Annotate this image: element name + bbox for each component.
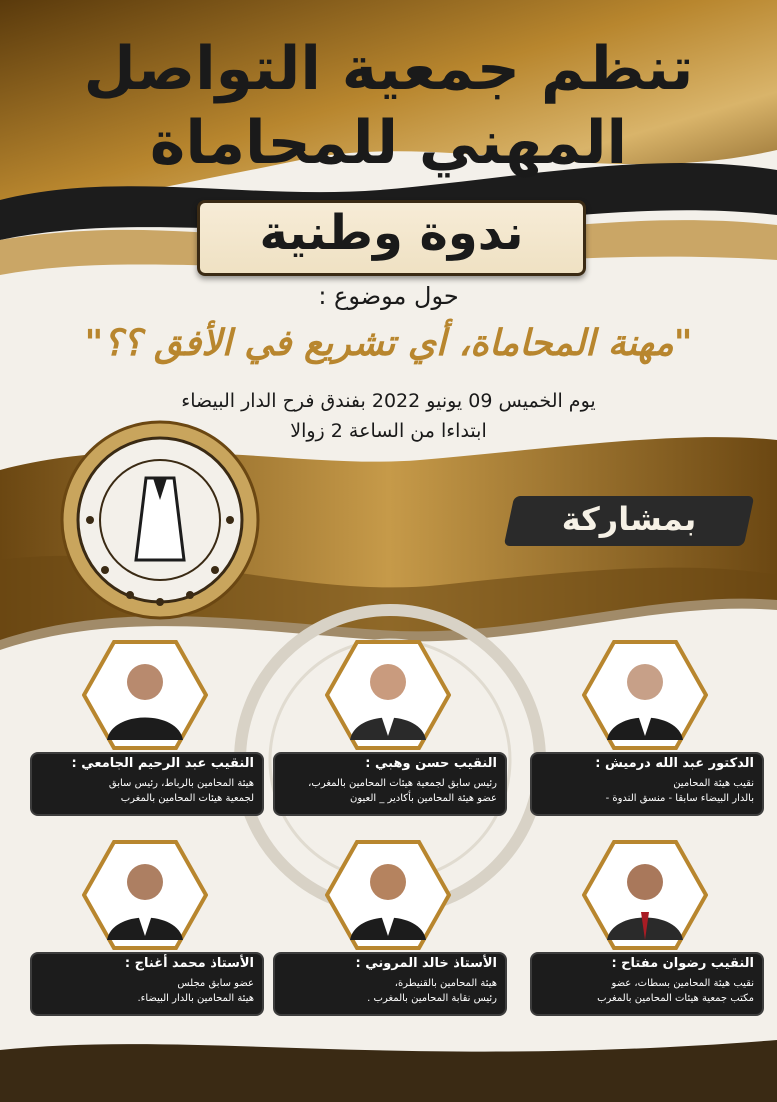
speaker-role: نقيب هيئة المحامين بسطات، عضو مكتب جمعية هيئات المحامين بالمغرب [597,978,754,1004]
event-date: يوم الخميس 09 يونيو 2022 بفندق فرح الدار البيضاء [181,390,596,412]
speaker-namebox [30,952,264,1016]
speaker-photo-frame [325,840,451,950]
speaker-photo-frame [582,640,708,750]
speaker-card [273,640,503,810]
speaker-photo-frame [582,840,708,950]
speaker-role: هيئة المحامين بالقنيطرة، رئيس نقابة المحامين بالمغرب . [367,978,497,1004]
speaker-photo-frame [82,840,208,950]
event-type-banner [197,200,586,276]
speaker-name: الدكتور عبد الله درميش : [595,756,754,771]
organizer-title-line1: تنظم جمعية التواصل [83,34,694,104]
speaker-name: النقيب حسن وهبي : [365,756,497,771]
speaker-namebox [530,952,764,1016]
speaker-namebox [273,752,507,816]
event-time: ابتداءا من الساعة 2 زوالا [290,420,487,442]
speaker-namebox [273,952,507,1016]
speaker-card [530,840,760,1010]
speaker-photo-frame [325,640,451,750]
speaker-role: هيئة المحامين بالرباط، رئيس سابق لجمعية هيئات المحامين بالمغرب [108,778,254,804]
speaker-name: النقيب عبد الرحيم الجامعي : [71,756,254,771]
speaker-card [30,640,260,810]
association-seal-logo [60,420,260,620]
participation-label: بمشاركة [561,500,697,538]
speaker-card [530,640,760,810]
event-topic: "مهنة المحاماة، أي تشريع في الأفق ؟؟" [84,323,693,364]
speaker-namebox [530,752,764,816]
speaker-role: عضو سابق مجلس هيئة المحامين بالدار البيضاء. [137,978,254,1004]
speaker-role: رئيس سابق لجمعية هيئات المحامين بالمغرب، عضو هيئة المحامين بأكادير _ العيون [308,778,497,804]
event-type-label: ندوة وطنية [259,205,524,261]
speaker-name: الأستاذ محمد أغناج : [124,956,254,971]
speaker-role: نقيب هيئة المحامين بالدار البيضاء سابقا - منسق الندوة - [605,778,754,804]
speaker-card [30,840,260,1010]
speaker-name: النقيب رضوان مفتاح : [611,956,754,971]
speaker-namebox [30,752,264,816]
speaker-name: الأستاذ خالد المروني : [355,956,497,971]
organizer-title-line2: المهني للمحاماة [149,108,628,178]
speaker-photo-frame [82,640,208,750]
about-label: حول موضوع : [318,282,459,310]
speaker-card [273,840,503,1010]
